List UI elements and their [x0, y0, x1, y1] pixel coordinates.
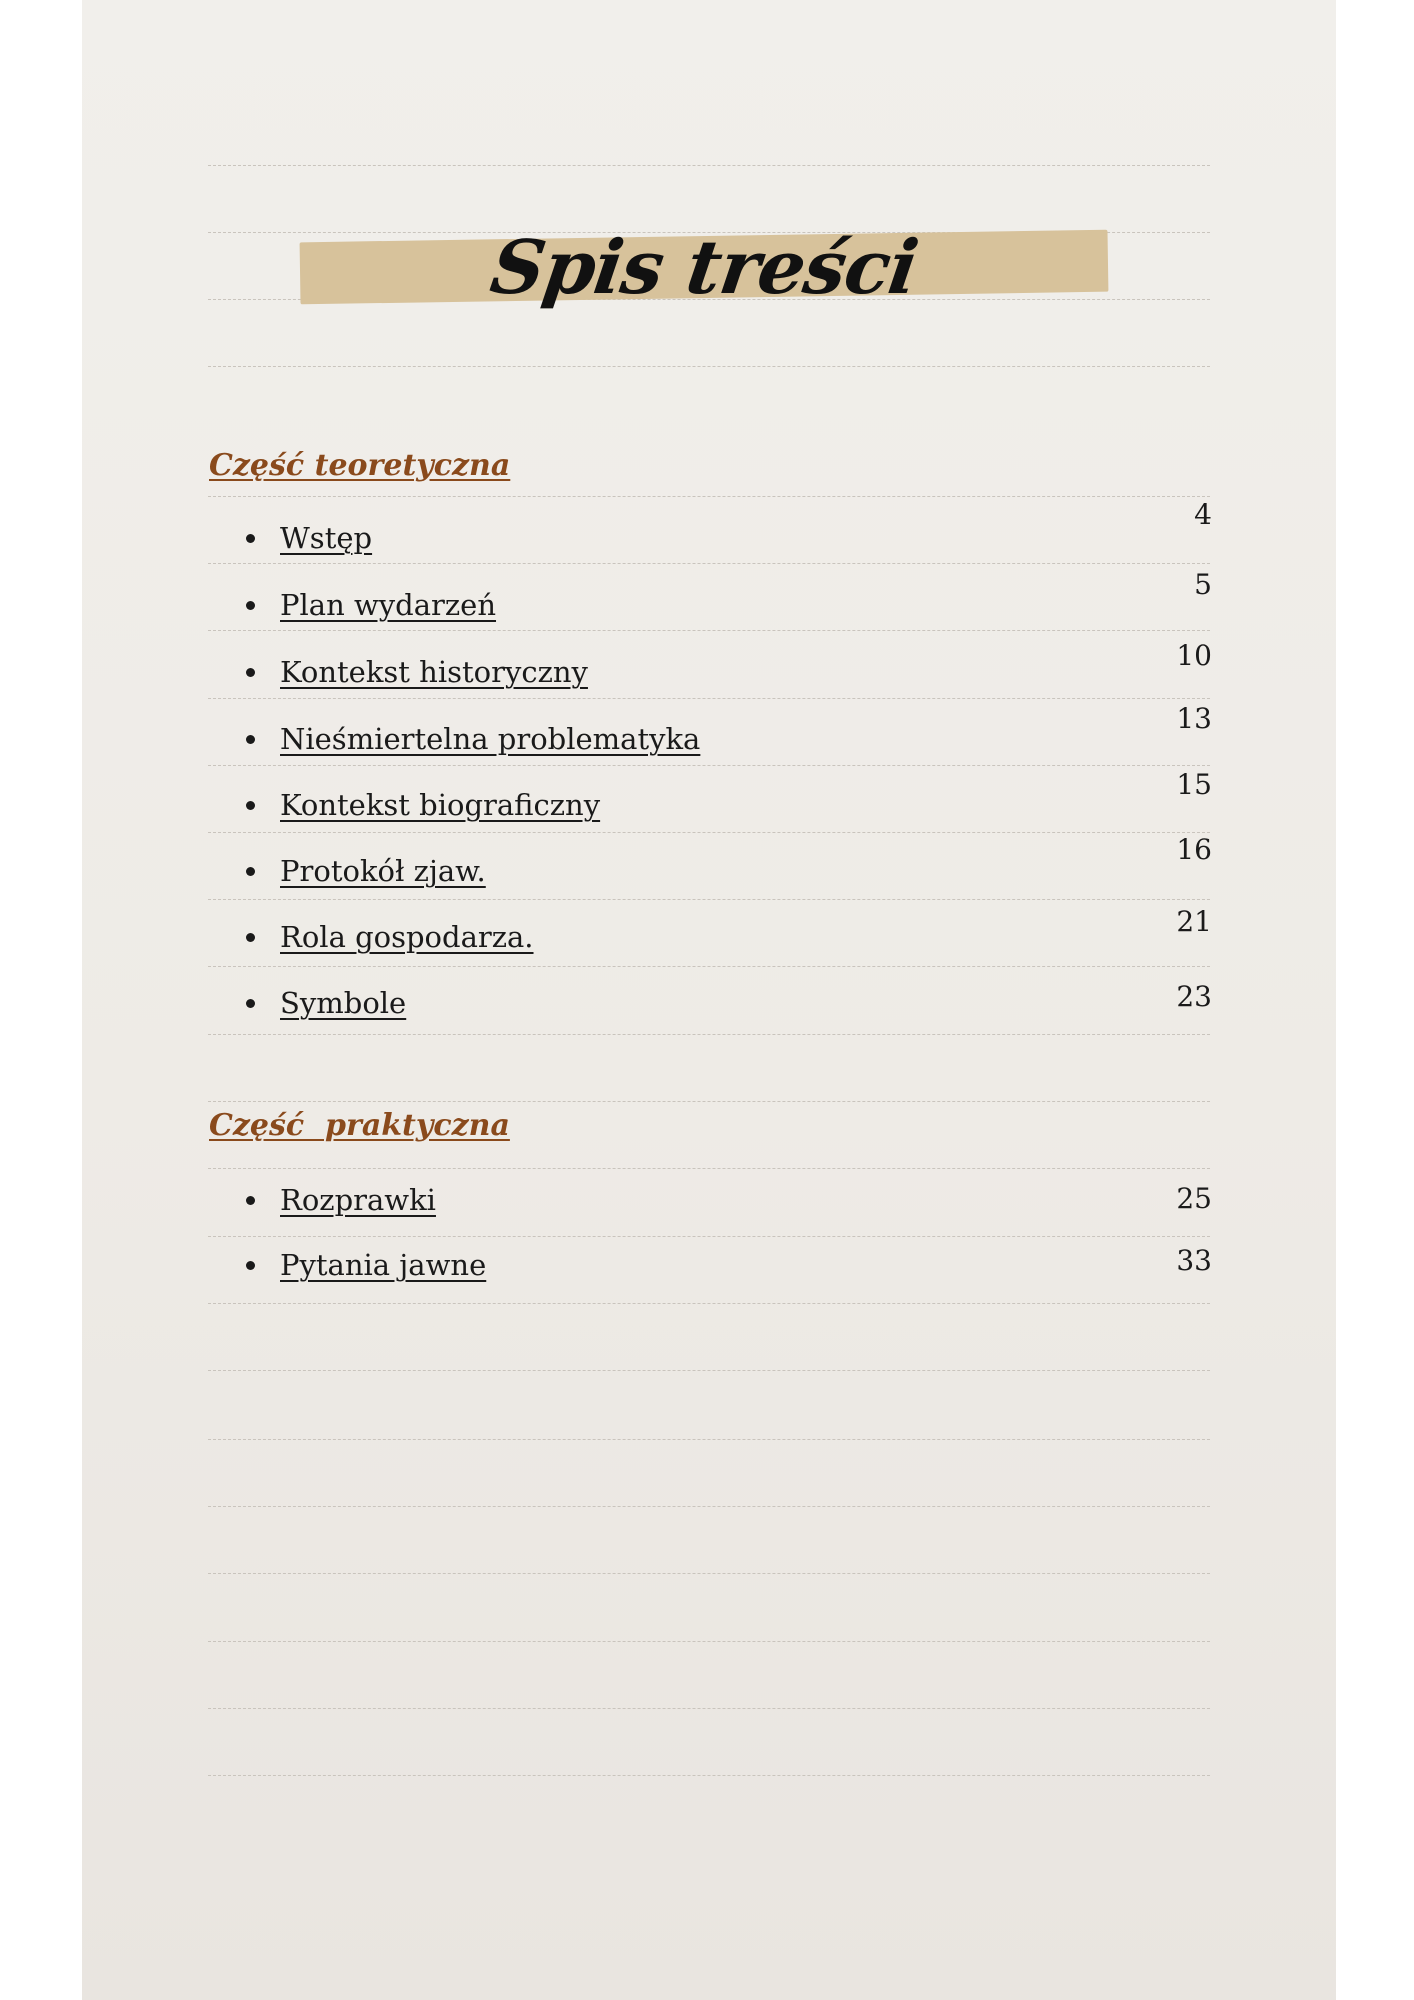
divider [208, 1573, 1210, 1574]
divider [208, 165, 1210, 166]
toc-entry[interactable] [240, 639, 1212, 692]
divider [208, 1641, 1210, 1642]
toc-page-number: 16 [1176, 833, 1212, 866]
bullet-icon [246, 999, 255, 1008]
divider [208, 1708, 1210, 1709]
toc-entry-label[interactable]: Rola gospodarza. [280, 920, 534, 954]
divider [208, 1236, 1210, 1237]
bullet-icon [246, 534, 255, 543]
divider [208, 1439, 1210, 1440]
bullet-icon [246, 933, 255, 942]
divider [208, 899, 1210, 900]
divider [208, 832, 1210, 833]
toc-page-number: 5 [1194, 568, 1212, 601]
page-title: Spis treści [485, 225, 923, 311]
toc-entry-label[interactable]: Plan wydarzeń [280, 588, 497, 622]
toc-page-number: 25 [1176, 1182, 1212, 1215]
divider [208, 966, 1210, 967]
divider [208, 1168, 1210, 1169]
toc-entry[interactable] [240, 1245, 1212, 1285]
toc-entry[interactable] [240, 980, 1212, 1023]
toc-page-number: 21 [1176, 905, 1212, 938]
divider [208, 366, 1210, 367]
bullet-icon [246, 735, 255, 744]
section-title-theory: Część teoretyczna [209, 448, 511, 483]
divider [208, 630, 1210, 631]
toc-entry-label[interactable]: Kontekst historyczny [280, 655, 588, 689]
toc-entry-label[interactable]: Kontekst biograficzny [280, 788, 601, 822]
divider [208, 1101, 1210, 1102]
divider [208, 1775, 1210, 1776]
divider [208, 1506, 1210, 1507]
toc-page-number: 23 [1176, 980, 1212, 1013]
title-banner [300, 220, 1108, 320]
bullet-icon [246, 801, 255, 810]
divider [208, 1303, 1210, 1304]
bullet-icon [246, 867, 255, 876]
toc-entry[interactable] [240, 702, 1212, 759]
toc-entry[interactable] [240, 833, 1212, 891]
toc-entry-label[interactable]: Pytania jawne [280, 1248, 487, 1282]
toc-entry[interactable] [240, 1180, 1212, 1220]
bullet-icon [246, 601, 255, 610]
divider [208, 1370, 1210, 1371]
toc-page-number: 33 [1176, 1244, 1212, 1277]
bullet-icon [246, 668, 255, 677]
bullet-icon [246, 1261, 255, 1270]
toc-entry[interactable] [240, 905, 1212, 957]
toc-entry[interactable] [240, 768, 1212, 825]
toc-page-number: 10 [1176, 639, 1212, 672]
toc-entry-label[interactable]: Nieśmiertelna problematyka [280, 722, 701, 756]
toc-entry[interactable] [240, 498, 1212, 558]
toc-entry-label[interactable]: Symbole [280, 986, 407, 1020]
toc-entry-label[interactable]: Rozprawki [280, 1183, 436, 1217]
toc-entry-label[interactable]: Protokół zjaw. [280, 854, 486, 888]
toc-page-number: 15 [1176, 768, 1212, 801]
section-title-practice: Część praktyczna [209, 1108, 510, 1143]
toc-page-number: 4 [1194, 498, 1212, 531]
toc-entry-label[interactable]: Wstęp [280, 521, 373, 555]
bullet-icon [246, 1196, 255, 1205]
toc-entry[interactable] [240, 568, 1212, 625]
divider [208, 496, 1210, 497]
toc-page-number: 13 [1176, 702, 1212, 735]
divider [208, 1034, 1210, 1035]
divider [208, 698, 1210, 699]
divider [208, 563, 1210, 564]
divider [208, 765, 1210, 766]
